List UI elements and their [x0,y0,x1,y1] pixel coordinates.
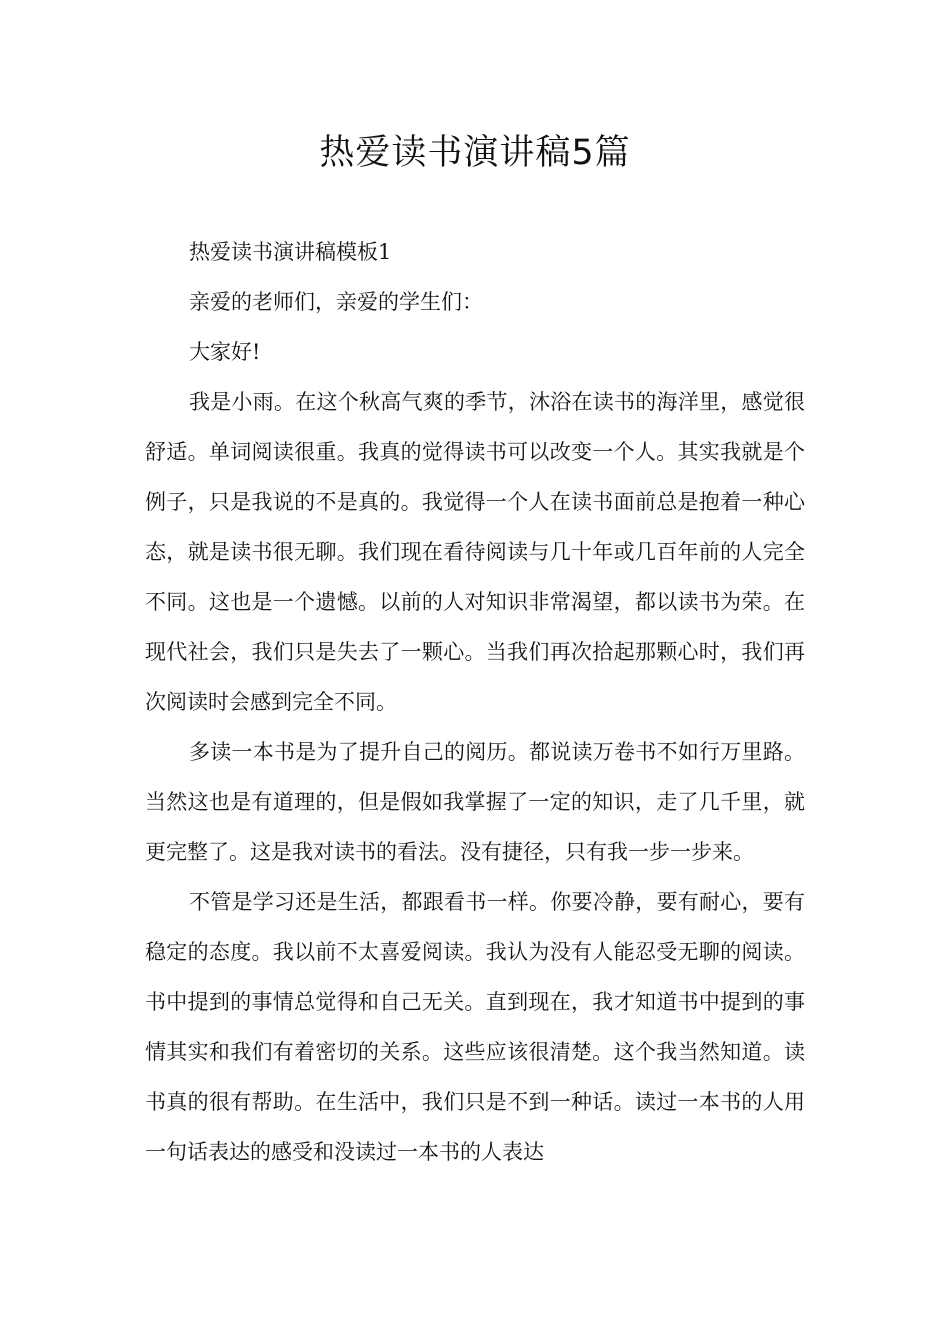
section-heading: 热爱读书演讲稿模板1 [189,240,392,264]
body-paragraph: 多读一本书是为了提升自己的阅历。都说读万卷书不如行万里路。当然这也是有道理的，但是假如我掌握了一定的知识，走了几千里，就更完整了。这是我对读书的看法。没有捷径，只有我一步一步来。 [145,740,805,864]
body-paragraph: 我是小雨。在这个秋高气爽的季节，沐浴在读书的海洋里，感觉很舒适。单词阅读很重。我真的觉得读书可以改变一个人。其实我就是个例子，只是我说的不是真的。我觉得一个人在读书面前总是抱着一种心态，就是读书很无聊。我们现在看待阅读与几十年或几百年前的人完全不同。这也是一个遗憾。以前的人对知识非常渴望，都以读书为荣。在现代社会，我们只是失去了一颗心。当我们再次拾起那颗心时，我们再次阅读时会感到完全不同。 [145,390,805,714]
greeting: 大家好! [189,340,261,364]
salutation: 亲爱的老师们，亲爱的学生们： [189,290,483,314]
document-title: 热爱读书演讲稿5篇 [319,133,631,173]
body-paragraph: 不管是学习还是生活，都跟看书一样。你要冷静，要有耐心，要有稳定的态度。我以前不太喜爱阅读。我认为没有人能忍受无聊的阅读。书中提到的事情总觉得和自己无关。直到现在，我才知道书中提到的事情其实和我们有着密切的关系。这些应该很清楚。这个我当然知道。读书真的很有帮助。在生活中，我们只是不到一种话。读过一本书的人用一句话表达的感受和没读过一本书的人表达 [145,890,805,1164]
document-body [145,227,805,1177]
